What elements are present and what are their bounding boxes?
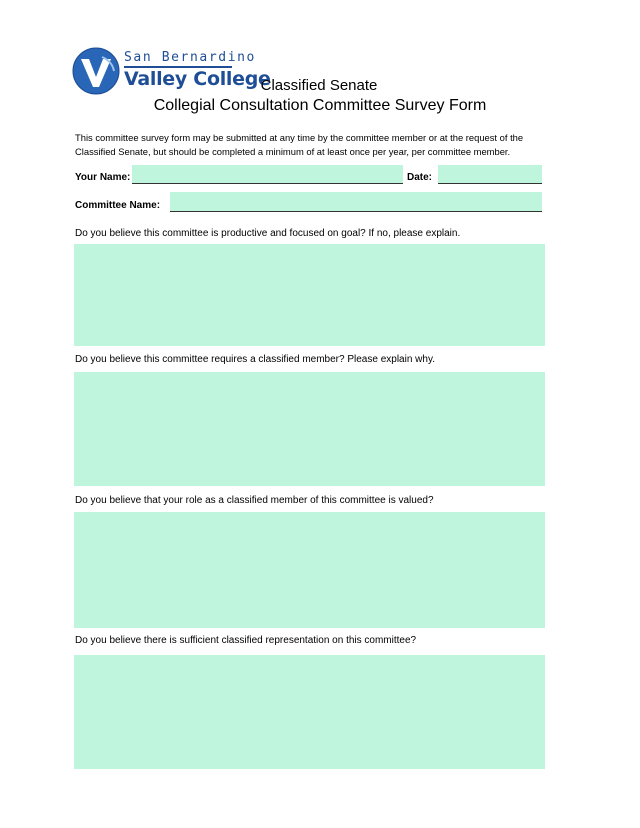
date-input[interactable]	[438, 165, 542, 184]
question-1-answer-box[interactable]	[74, 244, 545, 346]
committee-name-input[interactable]	[170, 192, 542, 212]
question-3-answer-box[interactable]	[74, 512, 545, 628]
date-label: Date:	[407, 172, 433, 183]
question-4-answer-box[interactable]	[74, 655, 545, 769]
question-1-text: Do you believe this committee is productive and focused on goal? If no, please explain.	[75, 228, 461, 239]
logo-text-san-bernardino: San Bernardino	[124, 50, 256, 65]
your-name-input[interactable]	[132, 165, 403, 184]
logo-text-valley-college: Valley College	[124, 68, 271, 90]
question-2-text: Do you believe this committee requires a classified member? Please explain why.	[75, 354, 435, 365]
your-name-label: Your Name:	[75, 172, 131, 183]
form-title-line1: Classified Senate	[260, 77, 378, 94]
question-3-text: Do you believe that your role as a classified member of this committee is valued?	[75, 495, 434, 506]
question-2-answer-box[interactable]	[74, 372, 545, 486]
form-instructions: This committee survey form may be submitted at any time by the committee member or at the request of the Classified Senate, but should be completed a minimum of at least once per year, per committee member.	[75, 132, 524, 157]
form-title-line2: Collegial Consultation Committee Survey Form	[153, 97, 487, 114]
committee-name-label: Committee Name:	[75, 200, 161, 211]
question-4-text: Do you believe there is sufficient classified representation on this committee?	[75, 635, 417, 646]
